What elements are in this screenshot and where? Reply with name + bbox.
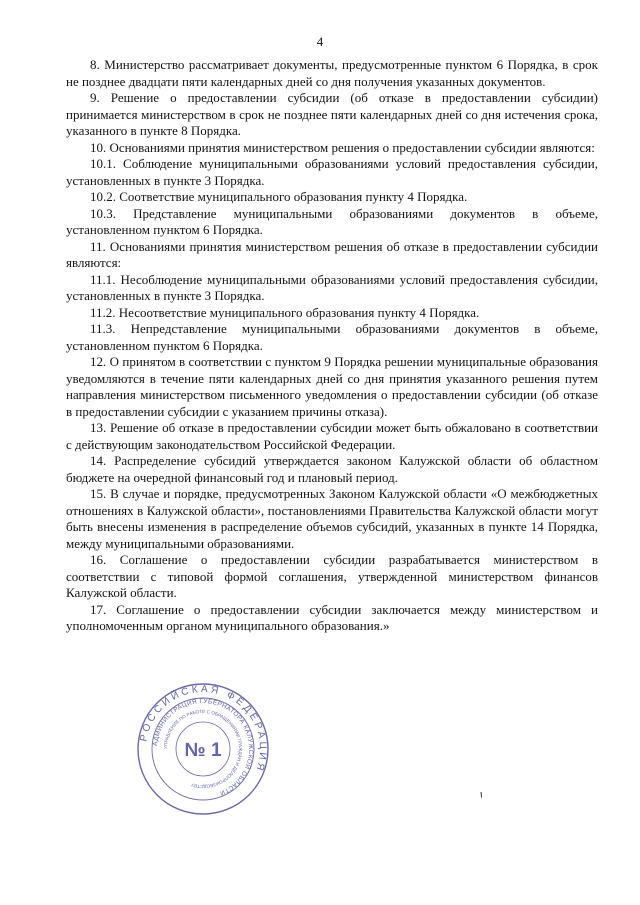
page-number: 4	[316, 34, 324, 49]
paragraph-9: 9. Решение о предоставлении субсидии (об отказе в предоставлении субсидии) принимается министерством в срок не позднее пяти календарных дней со дня истечения срока, указанного в пункте 8 Порядка.	[66, 90, 598, 138]
official-seal-stamp	[136, 682, 270, 816]
paragraph-12: 12. О принятом в соответствии с пунктом 9 Порядка решении муниципальные образования уведомляются в течение пяти календарных дней со дня принятия указанного решения путем направления министерством письменного уведомления о предоставлении субсидии (об отказе в предоставлении субсидии с указанием причины отказа).	[66, 354, 598, 419]
paragraph-10-2: 10.2. Соответствие муниципального образования пункту 4 Порядка.	[90, 189, 468, 204]
paragraph-15: 15. В случае и порядке, предусмотренных Законом Калужской области «О межбюджетных отношениях в Калужской области», постановлениями Правительства Калужской области могут быть внесены изменения в распределение объемов субсидий, указанных в пункте 14 Порядка, между муниципальными образованиями.	[66, 486, 598, 551]
stray-pen-mark	[479, 792, 483, 798]
paragraph-11-1: 11.1. Несоблюдение муниципальными образованиями условий предоставления субсидии, установленных в пункте 3 Порядка.	[66, 271, 598, 303]
stamp-inner-text: УПРАВЛЕНИЕ ПО РАБОТЕ С ОБРАЩЕНИЯМИ ГРАЖДАН И ДЕЛОПРОИЗВОДСТВУ	[162, 708, 244, 790]
paragraph-14: 14. Распределение субсидий утверждается законом Калужской области об областном бюджете на очередной финансовый год и плановый период.	[66, 453, 598, 485]
paragraph-11: 11. Основаниями принятия министерством решения об отказе в предоставлении субсидии являются:	[66, 238, 598, 270]
paragraph-10: 10. Основаниями принятия министерством решения о предоставлении субсидии являются:	[90, 139, 595, 155]
paragraph-11-2: 11.2. Несоответствие муниципального образования пункту 4 Порядка.	[90, 304, 480, 320]
paragraph-13: 13. Решение об отказе в предоставлении субсидии может быть обжаловано в соответствии с действующим законодательством Российской Федерации.	[66, 420, 598, 452]
paragraph-10-3: 10.3. Представление муниципальными образованиями документов в объеме, установленном пунктом 6 Порядка.	[66, 205, 598, 237]
paragraph-16: 16. Соглашение о предоставлении субсидии разрабатывается министерством в соответствии с типовой формой соглашения, утвержденной министерством финансов Калужской области.	[66, 552, 598, 600]
paragraph-8: 8. Министерство рассматривает документы, предусмотренные пунктом 6 Порядка, в срок не позднее двадцати пяти календарных дней со дня получения указанных документов.	[66, 57, 598, 89]
paragraph-10-1: 10.1. Соблюдение муниципальными образованиями условий предоставления субсидии, установленных в пункте 3 Порядка.	[66, 156, 598, 188]
stamp-middle-text: АДМИНИСТРАЦИЯ ГУБЕРНАТОРА КАЛУЖСКОЙ ОБЛАСТИ	[152, 697, 255, 797]
paragraph-11-3: 11.3. Непредставление муниципальными образованиями документов в объеме, установленном пунктом 6 Порядка.	[66, 321, 598, 353]
document-body	[66, 57, 598, 635]
stamp-outer-text: РОССИЙСКАЯ ФЕДЕРАЦИЯ	[138, 683, 269, 775]
stamp-number: № 1	[184, 740, 222, 761]
paragraph-17: 17. Соглашение о предоставлении субсидии заключается между министерством и уполномоченным органом муниципального образования.»	[66, 601, 598, 633]
